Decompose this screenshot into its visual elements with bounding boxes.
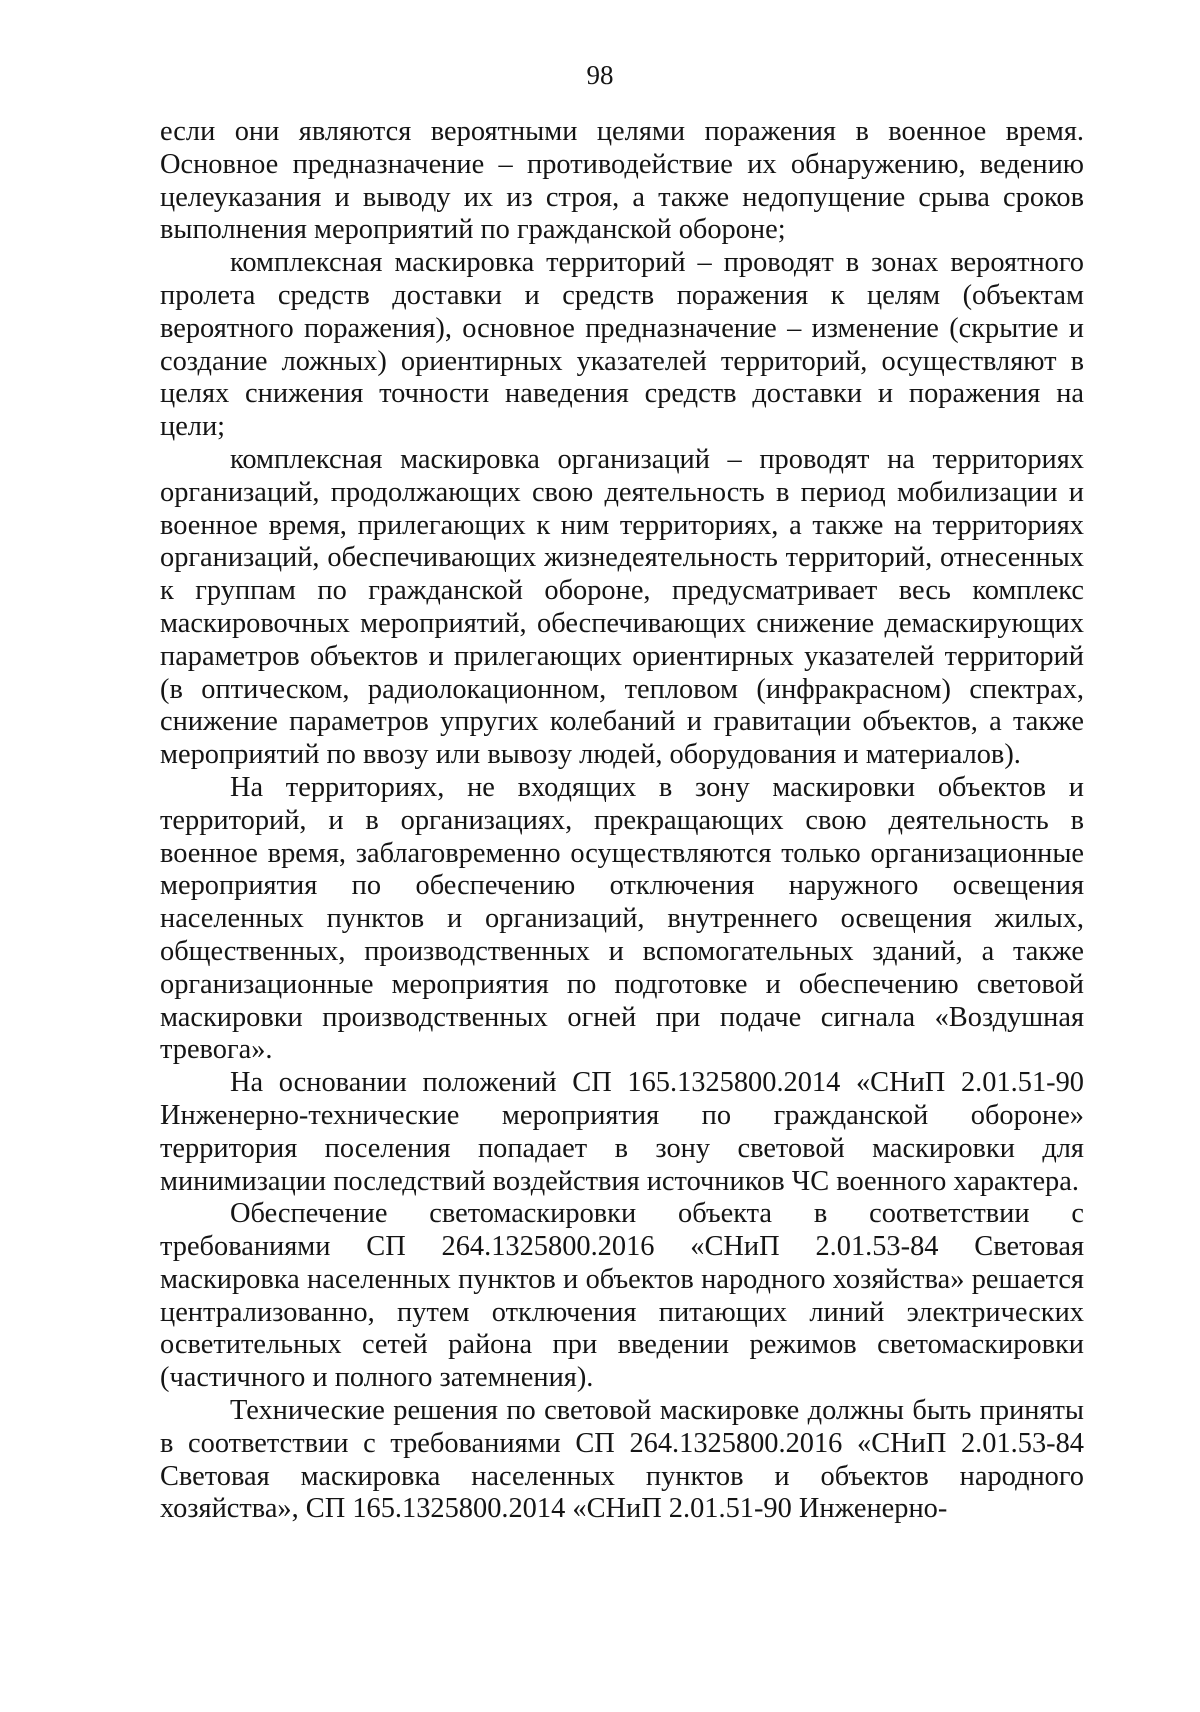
paragraph-3: комплексная маскировка организаций – проводят на территориях организаций, продолжающих свою деятельность в период мобилизации и военное время, прилегающих к ним территориях, а также на территориях организаций, обеспечивающих жизнедеятельность территорий, отнесенных к группам по гражданской обороне, предусматривает весь комплекс маскировочных мероприятий, обеспечивающих снижение демаскирующих параметров объектов и прилегающих ориентирных указателей территорий (в оптическом, радиолокационном, тепловом (инфракрасном) спектрах, снижение параметров упругих колебаний и гравитации объектов, а также мероприятий по ввозу или вывозу людей, оборудования и материалов).: [160, 443, 1084, 771]
paragraph-2: комплексная маскировка территорий – проводят в зонах вероятного пролета средств доставки и средств поражения к целям (объектам вероятного поражения), основное предназначение – изменение (скрытие и создание ложных) ориентирных указателей территорий, осуществляют в целях снижения точности наведения средств доставки и поражения на цели;: [160, 247, 1084, 443]
body-text: [160, 116, 1084, 1526]
paragraph-4: На территориях, не входящих в зону маскировки объектов и территорий, и в организациях, прекращающих свою деятельность в военное время, заблаговременно осуществляются только организационные мероприятия по обеспечению отключения наружного освещения населенных пунктов и организаций, внутреннего освещения жилых, общественных, производственных и вспомогательных зданий, а также организационные мероприятия по подготовке и обеспечению световой маскировки производственных огней при подаче сигнала «Воздушная тревога».: [160, 771, 1084, 1066]
paragraph-6: Обеспечение светомаскировки объекта в соответствии с требованиями СП 264.1325800.2016 «СНиП 2.01.53-84 Световая маскировка населенных пунктов и объектов народного хозяйства» решается централизованно, путем отключения питающих линий электрических осветительных сетей района при введении режимов светомаскировки (частичного и полного затемнения).: [160, 1198, 1084, 1394]
paragraph-5: На основании положений СП 165.1325800.2014 «СНиП 2.01.51-90 Инженерно-технические мероприятия по гражданской обороне» территория поселения попадает в зону световой маскировки для минимизации последствий воздействия источников ЧС военного характера.: [160, 1067, 1084, 1197]
paragraph-1: если они являются вероятными целями поражения в военное время. Основное предназначение – противодействие их обнаружению, ведению целеуказания и выводу их из строя, а также недопущение срыва сроков выполнения мероприятий по гражданской обороне;: [160, 116, 1084, 246]
paragraph-7: Технические решения по световой маскировке должны быть приняты в соответствии с требованиями СП 264.1325800.2016 «СНиП 2.01.53-84 Световая маскировка населенных пунктов и объектов народного хозяйства», СП 165.1325800.2014 «СНиП 2.01.51-90 Инженерно-: [160, 1395, 1084, 1525]
page-number: 98: [586, 60, 614, 90]
